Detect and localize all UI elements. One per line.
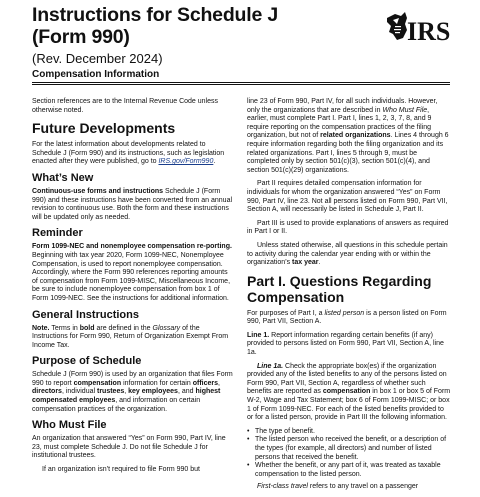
future-developments-heading: Future Developments — [32, 120, 176, 137]
p5-listed-person: listed person — [324, 309, 365, 317]
header-divider-2 — [32, 84, 450, 85]
list-item: • Whether the benefit, or any part of it, was treated as taxable compensation to the listed person. — [247, 462, 451, 479]
p5-text-a: For purposes of Part I, a — [247, 309, 323, 317]
gi-bold: bold — [79, 324, 95, 332]
intro-paragraph: Section references are to the Internal Revenue Code unless otherwise noted. — [32, 98, 219, 114]
general-instructions-heading: General Instructions — [32, 308, 139, 321]
rem-bold: Form 1099-NEC and nonemployee compensation re-porting. — [32, 243, 232, 251]
wn-bold: Continuous-use forms and instructions — [32, 187, 164, 195]
document-subtitle: Compensation Information — [32, 69, 160, 80]
whats-new-heading: What’s New — [32, 171, 94, 184]
gi-text-b: are defined in the — [96, 324, 151, 332]
document-title — [32, 4, 278, 48]
pos-key: key employees — [128, 388, 178, 396]
fd-end: . — [213, 158, 216, 166]
pos-sep4: , and — [177, 388, 194, 396]
pos-officers: officers — [192, 379, 219, 387]
purpose-heading: Purpose of Schedule — [32, 355, 142, 368]
part1-heading: Part I. Questions Regarding Compensation — [247, 272, 432, 305]
line1a-label: Line 1a. — [257, 362, 284, 370]
line1a-paragraph — [247, 363, 451, 423]
gi-glossary: Glossary — [152, 324, 181, 332]
pos-trustees: trustees — [97, 388, 125, 396]
right-paragraph-1 — [247, 98, 451, 175]
pos-sep1: , — [218, 379, 220, 387]
part1-intro-paragraph — [247, 310, 451, 327]
pos-comp: compensation — [73, 379, 122, 387]
line1a-compensation: compensation — [322, 388, 371, 396]
irs-form990-link[interactable]: IRS.gov/Form990 — [158, 158, 214, 166]
pos-sep3: , — [124, 388, 127, 396]
left-column — [32, 98, 235, 480]
header-divider — [32, 82, 450, 83]
who-must-file-paragraph: An organization that answered “Yes” on Form 990, Part IV, line 23, must complete Schedule J. Do not file Schedule J for institutional trustees. — [32, 435, 226, 460]
title-line-2: (Form 990) — [32, 26, 130, 48]
p4-text: Unless stated otherwise, all questions in this schedule pertain to activity during the calendar year ending with or within the organization’s — [247, 241, 448, 267]
first-class-travel-paragraph — [247, 483, 451, 492]
future-developments-paragraph — [32, 141, 235, 167]
p1-text-c: . Lines 4 through 6 require information regarding both the filing organization and its related organizations. Part I, lines 5 through 9, must be completed only by section 501(c)(3), section 501(c)(4), and section 501(c)(29) organizations. — [247, 132, 449, 174]
line1-label: Line 1. — [247, 331, 270, 339]
pos-directors: directors — [32, 388, 62, 396]
revision-date: (Rev. December 2024) — [32, 51, 163, 66]
benefit-info-list — [247, 428, 451, 480]
pos-text-c: , and information on certain compensation practices of the organization. — [32, 397, 201, 413]
irs-eagle-logo-icon — [385, 4, 453, 50]
fct-italic: First-class travel — [257, 483, 308, 491]
title-line-1: Instructions for Schedule J — [32, 4, 278, 26]
general-instructions-paragraph — [32, 325, 235, 351]
fct-text: refers to any travel on a passenger — [309, 483, 419, 491]
reminder-heading: Reminder — [32, 227, 83, 240]
line1-text: Report information regarding certain benefits (if any) provided to persons listed on Form 990, Part VII, Section A, line 1a. — [247, 331, 444, 357]
right-paragraph-2: Part II requires detailed compensation information for individuals for whom the organization answered “Yes” on Form 990, Part IV, line 23. Not all persons listed on Form 990, Part VII, Section A, will necessarily be listed in Schedule J, Part II. — [247, 180, 448, 214]
p4-end: . — [318, 259, 321, 267]
list-item: • The type of benefit. — [247, 428, 451, 437]
pos-text-a: Schedule J (Form 990) is used by an organization that files Form 990 to report — [32, 371, 233, 387]
wn-text: Schedule J (Form 990) and these instructions have been converted from an annual revision to continuous use. Both the form and these instructions will be updated only as needed. — [32, 187, 233, 221]
gi-text-a: Terms in — [51, 324, 78, 332]
p1-related: related organizations — [320, 132, 391, 140]
p1-italic: Who Must File — [382, 106, 428, 114]
right-paragraph-4 — [247, 242, 451, 268]
pos-sep2: , individual — [61, 388, 96, 396]
p5-text-b: is a person listed on Form 990, Part VII, Section A. — [247, 309, 447, 326]
pos-hce: highest compensated employees — [32, 388, 221, 405]
who-must-file-heading: Who Must File — [32, 419, 107, 432]
reminder-paragraph — [32, 243, 235, 303]
line1a-text-b: in box 1 or box 5 of Form W-2, Wage and Tax Statement; box 6 of Form 1099-MISC; or box 1 of Form 1099-NEC. For each of the listed benefits provided to or for a listed person, provide in Part III the following information. — [247, 388, 451, 422]
purpose-paragraph — [32, 371, 235, 414]
rem-text: Beginning with tax year 2020, Form 1099-NEC, Nonemployee Compensation, is used to report nonemployee compensation. Accordingly, where the Form 990 references reporting amounts of compensation from Form 1099-MISC, Miscellaneous Income, be sure to include nonemployee compensation from box 1 of Form 1099-NEC. See the instructions for additional information. — [32, 251, 231, 302]
line1-paragraph — [247, 332, 451, 358]
who-must-file-paragraph-2: If an organization isn’t required to file Form 990 but — [42, 466, 200, 474]
right-paragraph-3: Part III is used to provide explanations of answers as required in Part I or II. — [247, 219, 449, 236]
gi-note: Note. — [32, 324, 50, 332]
pos-text-b: information for certain — [123, 379, 191, 387]
p4-tax-year: tax year — [292, 259, 319, 267]
p1-text: line 23 of Form 990, Part IV, for all such individuals. However, only the organizations that are described in — [247, 98, 438, 114]
line1a-text-a: Check the appropriate box(es) if the organization provided any of the listed benefits to any of the persons listed on Form 990, Part VII, Section A, regardless of whether such benefits are reported as — [247, 362, 447, 396]
gi-text-c: of the Instructions for Form 990, Return of Organization Exempt From Income Tax. — [32, 324, 229, 349]
fd-text: For the latest information about developments related to Schedule J (Form 990) and its instructions, such as legislation enacted after they were published, go to — [32, 141, 225, 166]
whats-new-paragraph — [32, 188, 235, 222]
p1-text-b: , earlier, must complete Part I. Part I, lines 1, 2, 3, 7, 8, and 9 require reporting on the compensation practices of the filing organization, but not of — [247, 106, 432, 140]
right-column — [247, 98, 451, 497]
list-item: • The listed person who received the benefit, or a description of the types (for example, all directors) and number of listed persons that received the benefit. — [247, 436, 451, 462]
svg-text:IRS: IRS — [407, 17, 451, 46]
